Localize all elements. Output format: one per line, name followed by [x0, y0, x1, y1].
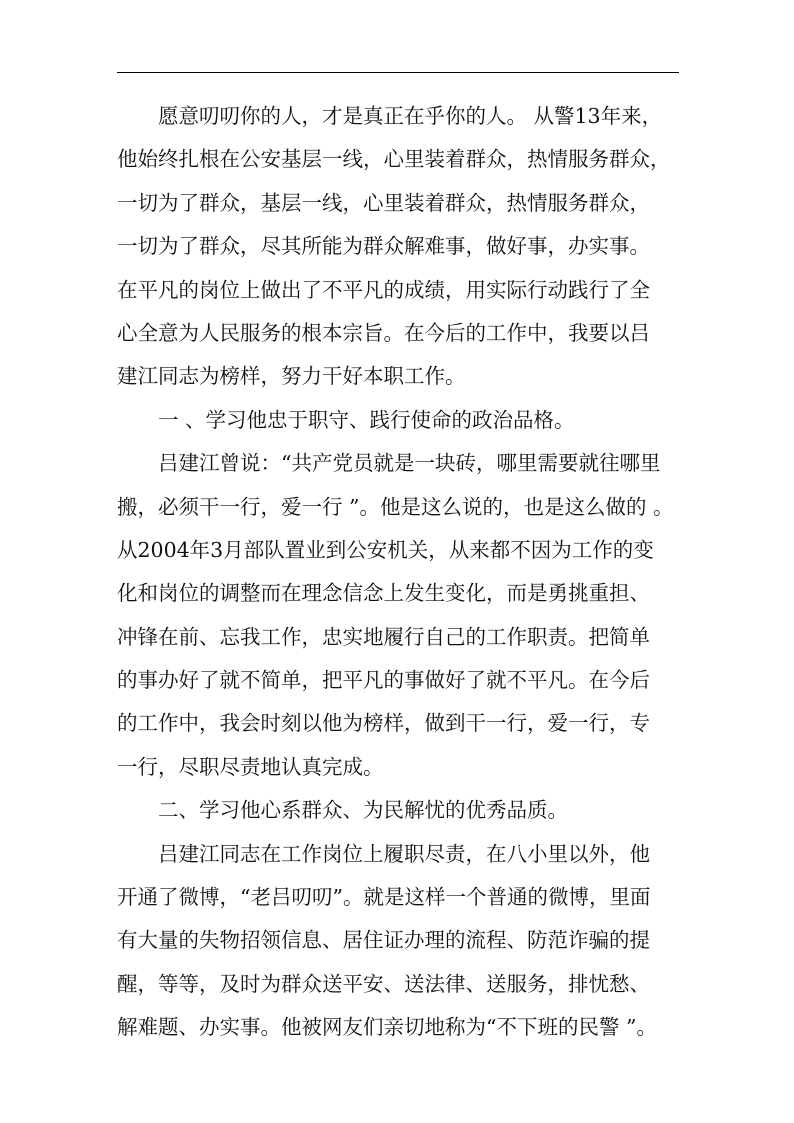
text-line: 有大量的失物招领信息、居住证办理的流程、防范诈骗的提	[117, 928, 650, 953]
text-line: 建江同志为榜样，努力干好本职工作。	[117, 364, 466, 389]
text-line: 的事办好了就不简单，把平凡的事做好了就不平凡。在今后	[117, 668, 650, 693]
text-line: 愿意叨叨你的人，才是真正在乎你的人。 从警13年来，	[158, 104, 663, 128]
text-line: 化和岗位的调整而在理念信念上发生变化，而是勇挑重担、	[117, 581, 650, 606]
text-line: 一行，尽职尽责地认真完成。	[117, 754, 384, 779]
text-line: 一切为了群众，尽其所能为群众解难事，做好事，办实事。	[117, 234, 650, 259]
header-rule	[117, 72, 679, 73]
text-line: 开通了微博，“老吕叨叨”。就是这样一个普通的微博，里面	[117, 885, 651, 910]
text-line: 心全意为人民服务的根本宗旨。在今后的工作中，我要以吕	[117, 320, 650, 345]
text-line: 他始终扎根在公安基层一线，心里装着群众，热情服务群众，	[117, 147, 671, 172]
section-heading: 一 、学习他忠于职守、践行使命的政治品格。	[158, 407, 575, 432]
text-line: 一切为了群众，基层一线，心里装着群众，热情服务群众，	[117, 190, 650, 215]
text-line: 吕建江曾说：“共产党员就是一块砖，哪里需要就往哪里	[158, 451, 661, 476]
text-line: 的工作中，我会时刻以他为榜样，做到干一行，爱一行，专	[117, 711, 650, 736]
text-line: 搬，必须干一行，爱一行 ”。他是这么说的，也是这么做的 。	[117, 494, 674, 519]
text-line: 从2004年3月部队置业到公安机关，从来都不因为工作的变	[117, 537, 654, 562]
document-body	[117, 95, 685, 1050]
text-line: 冲锋在前、忘我工作，忠实地履行自己的工作职责。把简单	[117, 624, 650, 649]
text-line: 吕建江同志在工作岗位上履职尽责，在八小里以外，他	[158, 841, 650, 866]
text-line: 醒，等等，及时为群众送平安、送法律、送服务，排忧愁、	[117, 971, 650, 996]
text-line: 在平凡的岗位上做出了不平凡的成绩，用实际行动践行了全	[117, 277, 650, 302]
section-heading: 二、学习他心系群众、为民解忧的优秀品质。	[158, 798, 568, 823]
text-line: 解难题、办实事。他被网友们亲切地称为“不下班的民警 ”。	[117, 1015, 657, 1040]
